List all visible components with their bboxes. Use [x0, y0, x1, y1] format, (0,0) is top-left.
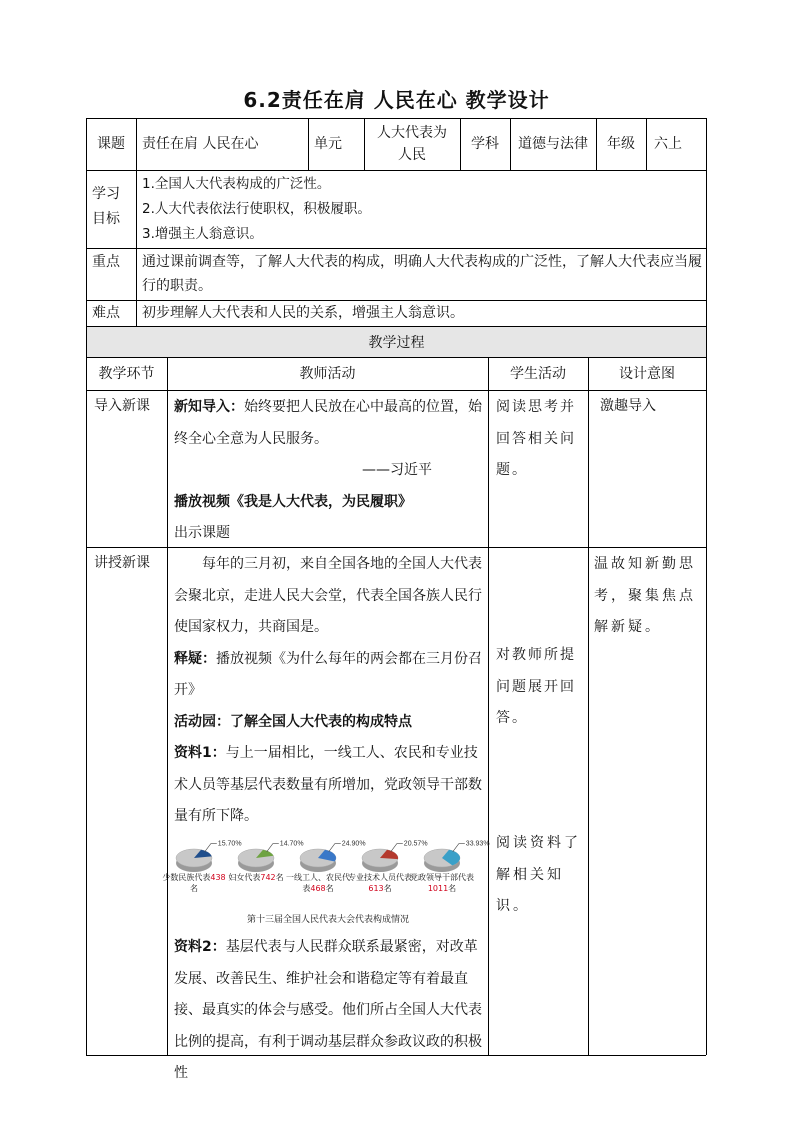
material1-text: 与上一届相比，一线工人、农民和专业技术人员等基层代表数量有所增加，党政领导干部数量有所下降。 [174, 745, 482, 824]
pie-label-count: 613 [368, 884, 384, 893]
difficult-label: 难点 [92, 305, 120, 321]
pie-leader [205, 844, 217, 852]
quote-author: ——习近平 [362, 462, 432, 478]
intent-new: 温故知新勤思考，聚集焦点解新疑。 [594, 556, 696, 635]
header-value-unit: 人大代表为人民 [377, 125, 447, 163]
pie-leader [453, 844, 465, 852]
header-value-topic: 责任在肩 人民在心 [142, 136, 259, 152]
pie-label-unit: 名 [275, 873, 284, 882]
intro-text: 始终要把人民放在心中最高的位置，始终全心全意为人民服务。 [174, 399, 482, 447]
pie-5 [424, 841, 490, 872]
stage-new: 讲授新课 [94, 555, 150, 571]
pie-percent: 15.70% [217, 840, 242, 848]
pie-percent: 20.57% [403, 840, 428, 848]
material1-label: 资料1： [174, 745, 226, 761]
pie-4 [362, 841, 428, 872]
pie-label-count: 438 [210, 873, 226, 882]
pie-label [410, 872, 474, 894]
material2-label: 资料2： [174, 939, 226, 955]
material2-text: 基层代表与人民群众联系最紧密，对改革发展、改善民生、维护社会和谐稳定等有着最直接、最真实的体会与感受。他们所占全国人大代表比例的提高，有利于调动基层群众参政议政的积极性 [174, 939, 482, 1081]
goal-item: 1.全国人大代表构成的广泛性。 [142, 176, 331, 192]
goals-label: 学习目标 [92, 186, 120, 227]
difficult-text: 初步理解人大代表和人民的关系，增强主人翁意识。 [142, 305, 464, 321]
pie-1 [176, 841, 242, 872]
pie-label-count: 1011 [427, 884, 449, 893]
pie-label-name: 少数民族代表 [162, 873, 211, 882]
pie-label-name: 一线工人、农民代表 [286, 873, 350, 893]
para1: 每年的三月初，来自全国各地的全国人大代表会聚北京，走进人民大会堂，代表全国各族人民行使国家权力，共商国是。 [174, 556, 482, 635]
pie-label [224, 872, 288, 883]
pie-2 [238, 841, 304, 872]
header-key-grade: 年级 [607, 136, 635, 152]
header-value-grade: 六上 [654, 136, 682, 152]
pie-label-unit: 名 [190, 884, 198, 893]
pie-percent: 14.70% [279, 840, 304, 848]
composition-chart [162, 832, 490, 928]
pie-label [286, 872, 350, 894]
intro-label: 新知导入： [174, 399, 244, 415]
teacher-new [174, 549, 484, 833]
activity-title: 活动园：了解全国人大代表的构成特点 [174, 713, 412, 730]
pie-percent: 33.93% [465, 840, 490, 848]
pie-3 [300, 841, 366, 872]
key-points-label: 重点 [92, 254, 120, 270]
student-intro: 阅读思考并回答相关问题。 [496, 399, 576, 478]
pie-percent: 24.90% [341, 840, 366, 848]
goals-list [142, 172, 702, 247]
intent-intro: 激趣导入 [600, 398, 656, 414]
show-topic: 出示课题 [174, 525, 230, 541]
header-key-subject: 学科 [471, 136, 499, 152]
student-answer: 对教师所提问题展开回答。 [496, 647, 576, 726]
pie-label-name: 妇女代表 [228, 873, 261, 882]
teacher-intro [174, 392, 484, 550]
video-line: 播放视频《我是人大代表，为民履职》 [174, 493, 412, 510]
col-intent: 设计意图 [619, 366, 675, 382]
pie-label [162, 872, 226, 894]
pie-label-name: 党政领导干部代表 [410, 873, 474, 882]
question-text: 播放视频《为什么每年的两会都在三月份召开》 [174, 650, 482, 698]
pie-label-count: 468 [310, 884, 326, 893]
header-value-subject: 道德与法律 [518, 136, 588, 152]
pie-leader [391, 844, 403, 852]
header-key-unit: 单元 [314, 136, 342, 152]
col-student: 学生活动 [510, 366, 566, 382]
teacher-material2 [174, 932, 484, 1090]
key-points-text: 通过课前调查等，了解人大代表的构成，明确人大代表构成的广泛性，了解人大代表应当履行的职责。 [142, 254, 702, 294]
stage-intro: 导入新课 [94, 398, 150, 414]
page-title: 6.2责任在肩 人民在心 教学设计 [243, 88, 550, 112]
pie-leader [329, 844, 341, 852]
process-header: 教学过程 [86, 326, 707, 358]
col-teacher: 教师活动 [299, 366, 356, 382]
student-read: 阅读资料了解相关知识。 [496, 835, 581, 914]
header-key-topic: 课题 [97, 136, 125, 152]
pie-label [348, 872, 412, 894]
chart-title: 第十三届全国人民代表大会代表构成情况 [246, 915, 409, 925]
pie-label-name: 专业技术人员代表 [348, 873, 412, 882]
col-stage: 教学环节 [98, 366, 155, 382]
pie-label-unit: 名 [325, 884, 334, 893]
goal-item: 3.增强主人翁意识。 [142, 226, 263, 242]
pie-label-count: 742 [260, 873, 276, 882]
pie-label-unit: 名 [448, 884, 457, 893]
question-label: 释疑： [174, 650, 216, 667]
pie-leader [267, 844, 279, 852]
pie-label-unit: 名 [383, 884, 392, 893]
goal-item: 2.人大代表依法行使职权，积极履职。 [142, 201, 371, 217]
